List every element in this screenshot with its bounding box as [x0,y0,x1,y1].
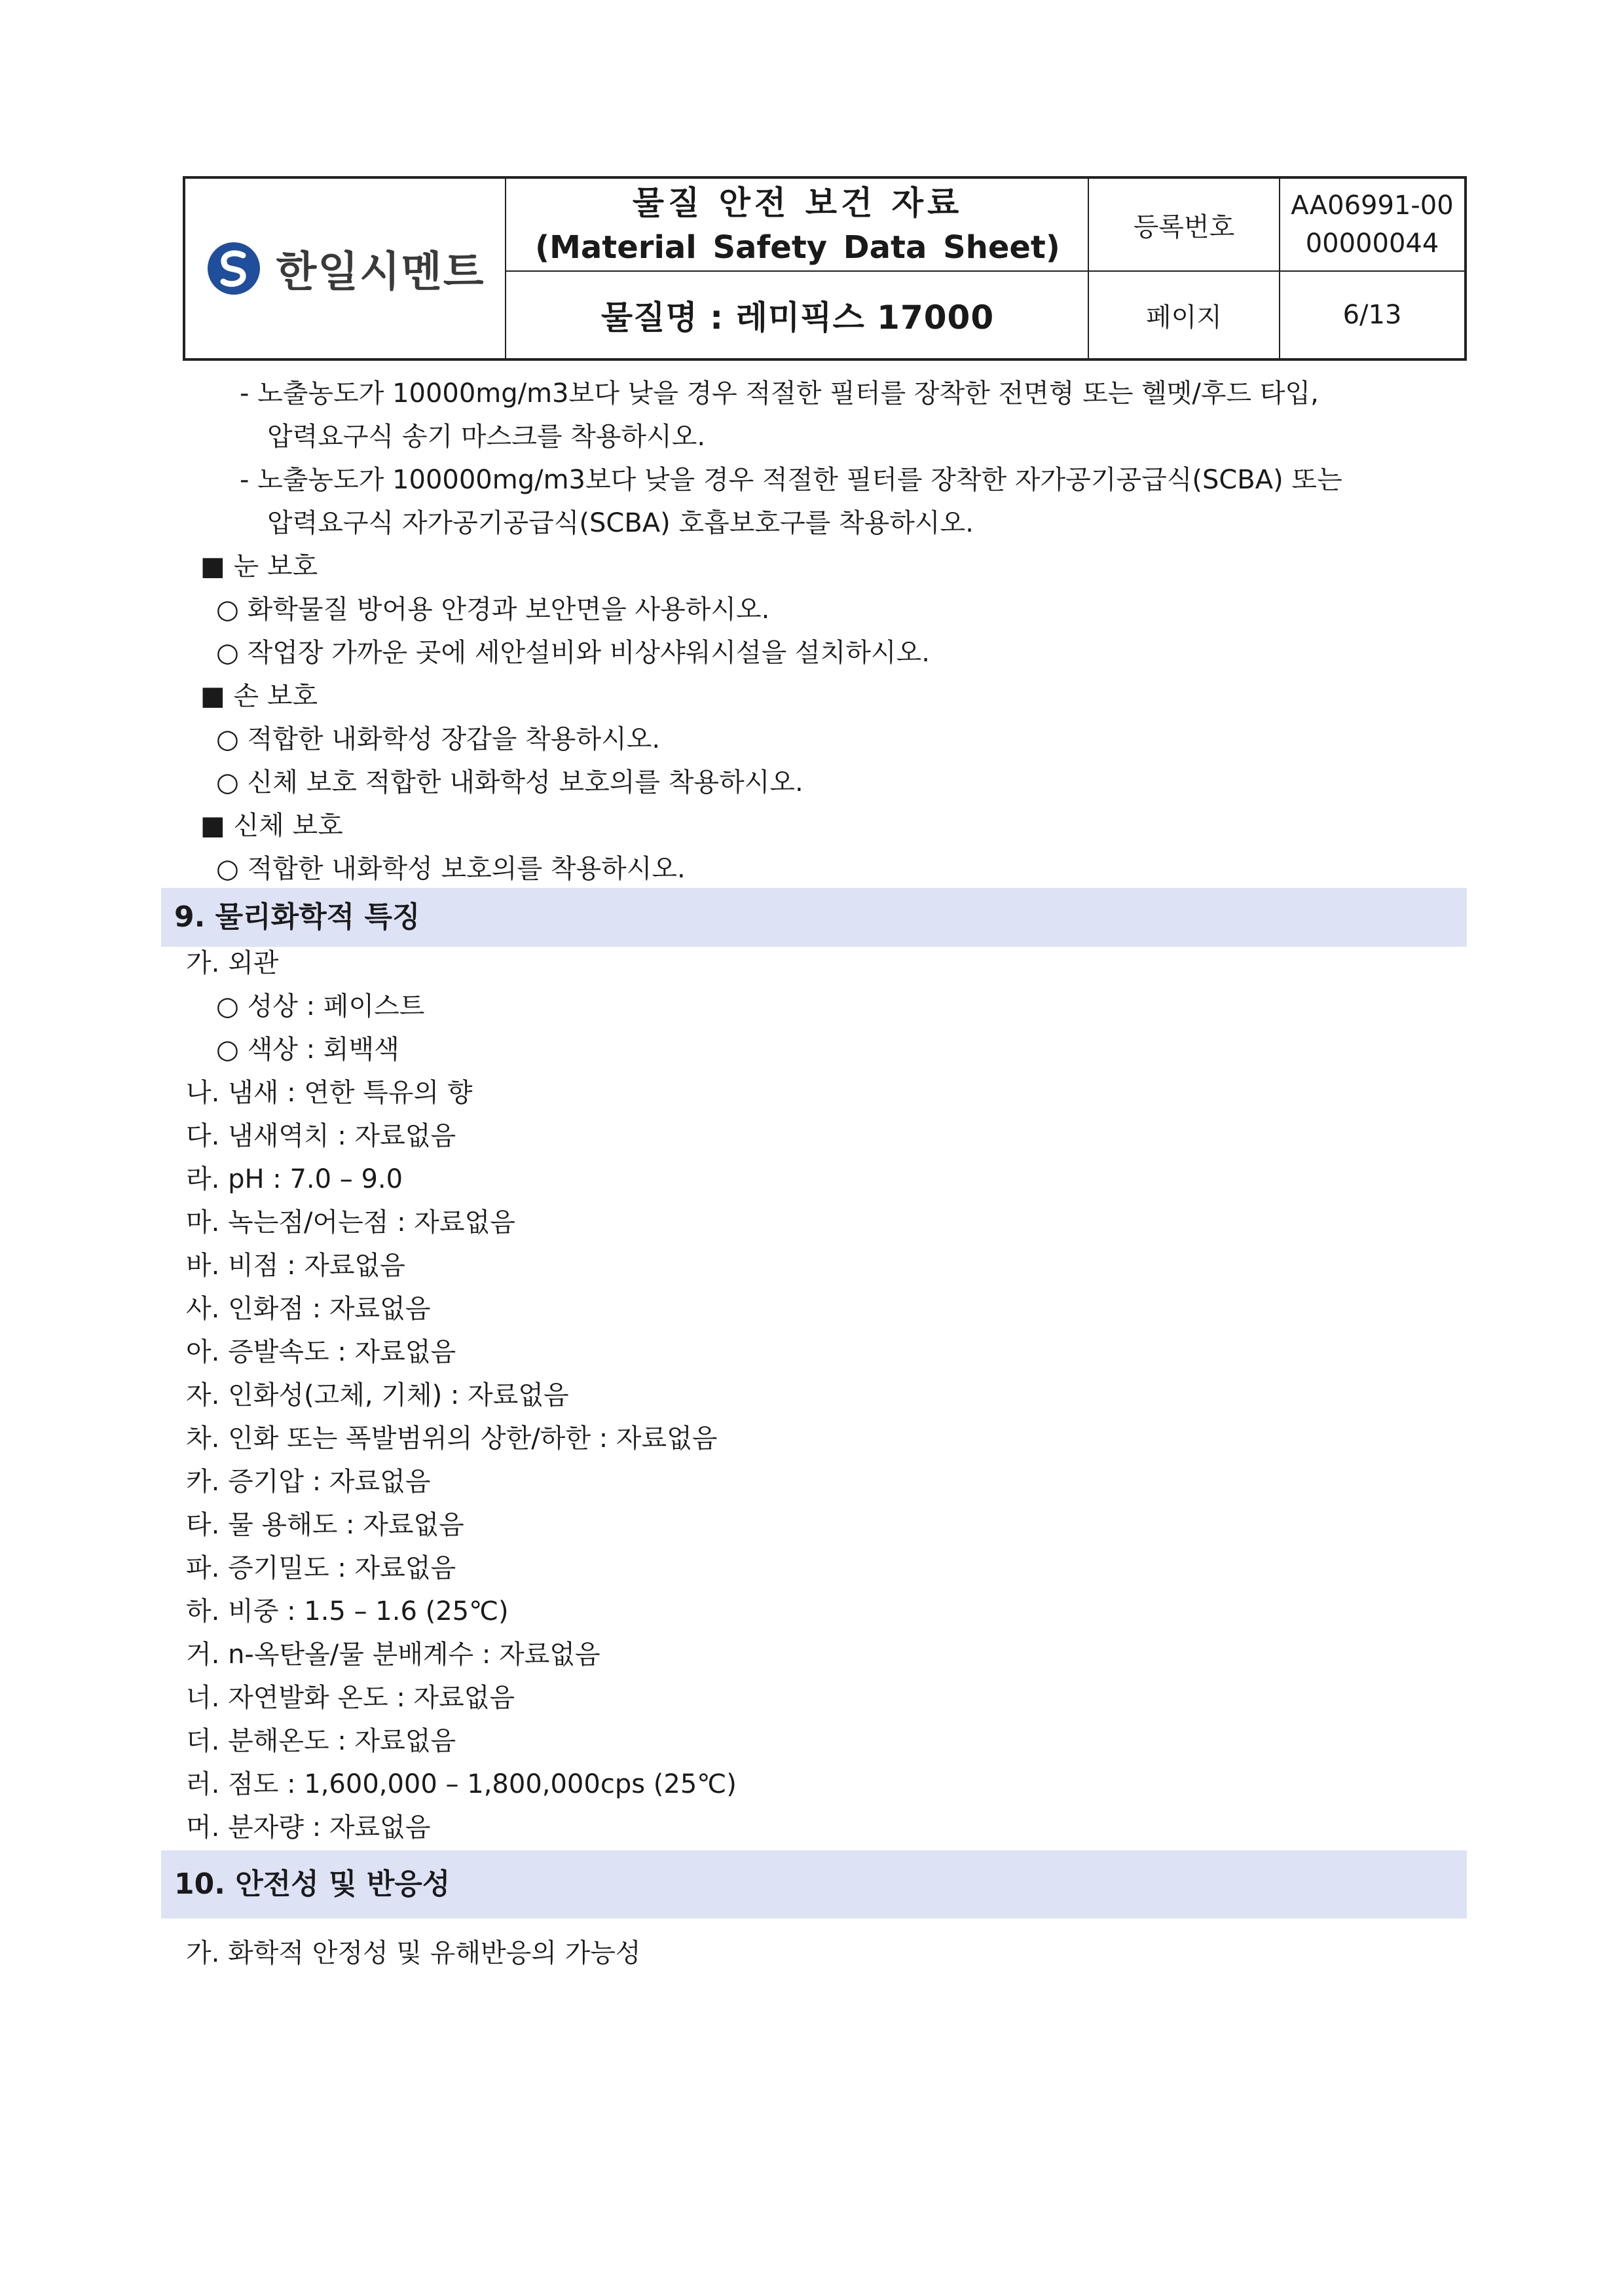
property-line: 머. 분자량 : 자료없음 [186,1812,431,1843]
hand-protection-heading: ■ 손 보호 [200,681,318,711]
company-logo [185,179,506,358]
logo-text: 한일시멘트 [276,248,485,297]
text-line: - 노출농도가 100000mg/m3보다 낮을 경우 적절한 필터를 장착한 자가공기공급식(SCBA) 또는 [240,465,1342,495]
page-label: 페이지 [1146,302,1222,333]
registration-number-line2: 00000044 [1305,229,1439,259]
hanil-logo-icon [206,241,261,296]
registration-number [1280,179,1464,270]
property-line: 마. 녹는점/어는점 : 자료없음 [186,1207,515,1238]
property-line: 나. 냄새 : 연한 특유의 향 [186,1078,473,1108]
property-line: 카. 증기압 : 자료없음 [186,1467,431,1497]
list-item: ○ 성상 : 페이스트 [216,991,425,1021]
document-title [507,179,1088,270]
property-line: 거. n-옥탄올/물 분배계수 : 자료없음 [186,1640,600,1670]
text-line: - 노출농도가 10000mg/m3보다 낮을 경우 적절한 필터를 장착한 전면형 또는 헬멧/후드 타입, [240,378,1319,409]
property-line: 하. 비중 : 1.5 – 1.6 (25℃) [186,1596,509,1626]
property-line: 아. 증발속도 : 자료없음 [186,1337,456,1367]
title-korean: 물질 안전 보건 자료 [632,184,963,222]
property-line: 바. 비점 : 자료없음 [186,1251,405,1281]
property-line: 러. 점도 : 1,600,000 – 1,800,000cps (25℃) [186,1769,737,1799]
text-line: 압력요구식 송기 마스크를 착용하시오. [267,422,706,452]
property-line: 파. 증기밀도 : 자료없음 [186,1553,456,1583]
product-name: 물질명 : 레미픽스 17000 [600,299,995,337]
property-line: 자. 인화성(고체, 기체) : 자료없음 [186,1380,569,1410]
page-number: 6/13 [1342,300,1402,330]
list-item: ○ 적합한 내화학성 장갑을 착용하시오. [216,724,661,754]
document-header-table [183,176,1467,361]
list-item: ○ 화학물질 방어용 안경과 보안면을 사용하시오. [216,595,770,625]
list-item: ○ 작업장 가까운 곳에 세안설비와 비상샤워시설을 설치하시오. [216,638,930,668]
body-protection-heading: ■ 신체 보호 [200,811,343,841]
property-line: 사. 인화점 : 자료없음 [186,1294,431,1324]
property-line: 가. 화학적 안정성 및 유해반응의 가능성 [186,1938,641,1968]
property-line: 라. pH : 7.0 – 9.0 [186,1164,403,1194]
registration-number-line1: AA06991-00 [1291,191,1454,221]
property-line: 더. 분해온도 : 자료없음 [186,1726,456,1756]
list-item: ○ 적합한 내화학성 보호의를 착용하시오. [216,854,686,884]
section-10-title: 10. 안전성 및 반응성 [174,1867,451,1901]
property-line: 차. 인화 또는 폭발범위의 상한/하한 : 자료없음 [186,1423,718,1454]
appearance-heading: 가. 외관 [186,948,279,978]
property-line: 너. 자연발화 온도 : 자료없음 [186,1683,515,1713]
title-english: (Material Safety Data Sheet) [535,229,1060,266]
registration-label: 등록번호 [1133,211,1235,242]
section-9-title: 9. 물리화학적 특징 [174,900,420,934]
property-line: 타. 물 용해도 : 자료없음 [186,1510,464,1540]
list-item: ○ 신체 보호 적합한 내화학성 보호의를 착용하시오. [216,767,803,798]
property-line: 다. 냄새역치 : 자료없음 [186,1121,456,1151]
text-line: 압력요구식 자가공기공급식(SCBA) 호흡보호구를 착용하시오. [267,508,974,538]
eye-protection-heading: ■ 눈 보호 [200,551,318,581]
list-item: ○ 색상 : 회백색 [216,1035,399,1065]
